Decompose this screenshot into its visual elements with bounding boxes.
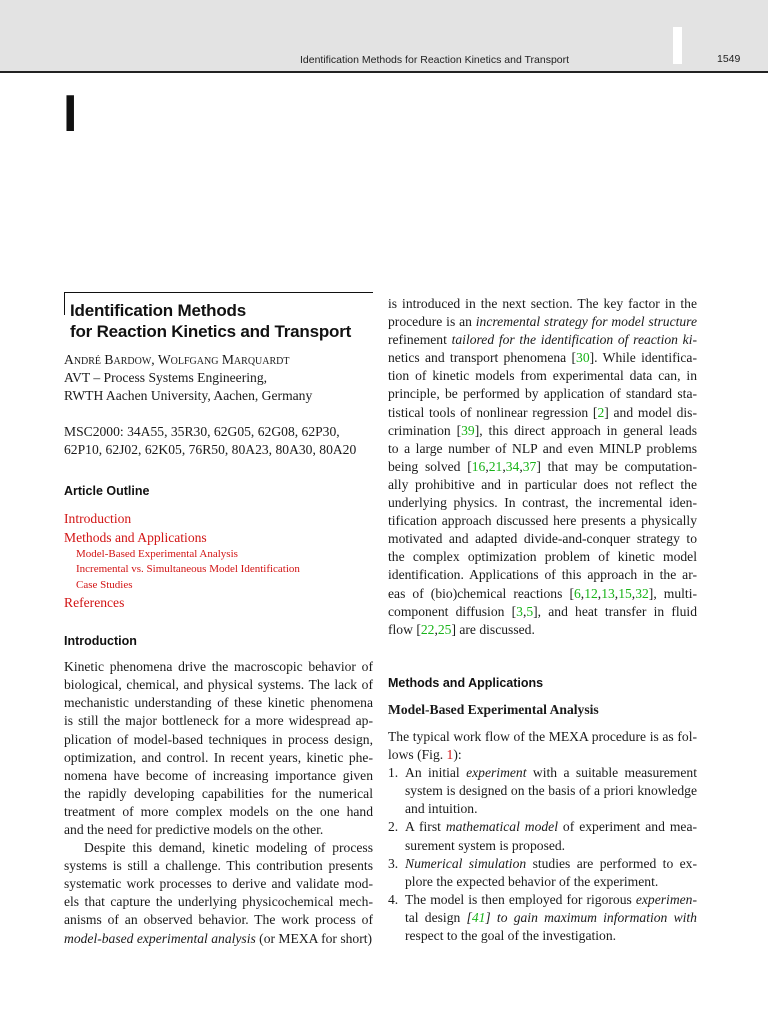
citation-link[interactable]: 30 — [576, 350, 590, 366]
intro-p1-line: Kinetic phenomena drive the macroscopic behavior of — [64, 659, 373, 675]
figure-link[interactable]: 1 — [446, 747, 454, 763]
intro-p2-line: anisms of an observed behavior. The work process of — [64, 912, 373, 928]
step-line: plore the expected behavior of the experiment. — [405, 873, 659, 889]
left-column — [64, 351, 373, 948]
intro-p1-line: the rapidly developing capabilities for the numerical — [64, 785, 373, 801]
intro-p1-line: treatment of more complex models on the one hand — [64, 803, 373, 819]
outline-link-methods-and-applications[interactable]: Methods and Applications — [64, 529, 207, 545]
right-col-line: procedure is an incremental strategy for model structure — [388, 314, 698, 330]
right-col-line: is introduced in the next section. The key factor in the — [388, 296, 697, 311]
article-outline — [64, 509, 373, 613]
running-title: Identification Methods for Reaction Kinetics and Transport — [300, 54, 570, 66]
step-line: surement system is proposed. — [405, 837, 566, 853]
citation-link[interactable]: 3 — [516, 603, 523, 619]
workflow-steps — [388, 764, 697, 945]
right-col-line: netics and transport phenomena [30]. While identifica- — [388, 350, 697, 366]
affiliation-line2: RWTH Aachen University, Aachen, Germany — [64, 388, 313, 404]
outline-heading: Article Outline — [64, 484, 150, 499]
outline-link-introduction[interactable]: Introduction — [64, 510, 132, 526]
right-col-line: identification. Applications of this approach in the ar- — [388, 567, 697, 583]
step-line: The model is then employed for rigorous experimen- — [405, 891, 697, 907]
intro-p1-line: optimization, and control. In recent years, kinetic phe- — [64, 749, 373, 765]
right-col-line: eas of (bio)chemical reactions [6,12,13,15,32], multi- — [388, 585, 697, 601]
citation-link[interactable]: 22 — [420, 621, 435, 637]
msc-line2: 62P10, 62J02, 62K05, 76R50, 80A23, 80A30, 80A20 — [64, 442, 357, 458]
running-header — [0, 0, 768, 73]
citation-link[interactable]: 21 — [488, 458, 503, 474]
step-number: 3. — [388, 855, 399, 871]
mexa-term: model-based experimental analysis — [64, 930, 256, 946]
citation-link[interactable]: 34 — [505, 458, 520, 474]
affiliation-line1: AVT – Process Systems Engineering, — [64, 370, 268, 386]
intro-continued-paragraph — [388, 295, 697, 639]
citation-link[interactable]: 41 — [471, 909, 486, 925]
right-col-line: tion of kinetic models from experimental data can, in — [388, 368, 697, 384]
step-line: system is designed on the basis of a priori knowledge — [405, 783, 697, 799]
authors: André Bardow, Wolfgang Marquardt — [64, 352, 290, 367]
introduction-paragraph-2-last: model-based experimental analysis (or MEXA for short) — [64, 930, 373, 946]
outline-link-model-based-experimental-analysis[interactable]: Model-Based Experimental Analysis — [76, 547, 238, 560]
workflow-step — [388, 764, 697, 818]
step-line: Numerical simulation studies are performed to ex- — [405, 855, 697, 871]
intro-p2-line: systems is still a challenge. This contribution presents — [64, 858, 373, 874]
right-col-line: component diffusion [3,5], and heat transfer in fluid — [388, 603, 697, 619]
right-col-line: refinement tailored for the identification of reaction ki- — [388, 332, 697, 348]
citation-link[interactable]: 2 — [597, 404, 605, 420]
intro-p1-line: and the need for predictive models on the other. — [64, 822, 324, 837]
intro-p2-line: Despite this demand, kinetic modeling of process — [84, 840, 373, 856]
right-col-line: ally prohibitive and in particular does not reflect the — [388, 476, 697, 492]
right-col-line: tistical tools of nonlinear regression [2] and model dis- — [388, 404, 697, 420]
msc-line1: MSC2000: 34A55, 35R30, 62G05, 62G08, 62P30, — [64, 424, 340, 440]
right-col-line: principle, be performed by application of standard sta- — [388, 386, 697, 402]
step-number: 1. — [388, 765, 399, 781]
right-col-line: underlying physics. In contrast, the incremental iden- — [388, 495, 697, 511]
article-title-line2: for Reaction Kinetics and Transport — [70, 322, 352, 341]
introduction-heading: Introduction — [64, 634, 137, 649]
thumb-index-tab — [673, 27, 682, 64]
citation-link[interactable]: 39 — [461, 422, 475, 438]
right-col-line: motivated and adapted divide-and-conquer strategy to — [388, 531, 697, 547]
introduction-paragraph-2 — [64, 839, 373, 929]
step-number: 2. — [388, 819, 399, 835]
intro-p2-line: els that capture the underlying physicochemical mech- — [64, 894, 373, 910]
citation-link[interactable]: 15 — [618, 585, 632, 601]
article-title — [70, 300, 351, 342]
workflow-step — [388, 855, 697, 891]
workflow-step — [388, 891, 697, 945]
outline-link-case-studies[interactable]: Case Studies — [76, 578, 133, 591]
citation-link[interactable]: 6 — [573, 585, 581, 601]
introduction-paragraph-1 — [64, 658, 373, 839]
step-number: 4. — [388, 891, 399, 907]
right-col-line: being solved [16,21,34,37] that may be computation- — [388, 458, 697, 474]
step-line: and intuition. — [405, 801, 478, 817]
citation-link[interactable]: 32 — [635, 585, 649, 601]
right-col-line: the complex optimization problem of kinetic model — [388, 549, 697, 565]
step-line: tal design [41] to gain maximum information with — [405, 909, 697, 925]
citation-link[interactable]: 16 — [471, 458, 486, 474]
right-column — [388, 295, 697, 945]
intro-p1-line: is still the major bottleneck for a more widespread ap- — [64, 713, 373, 729]
citation-link[interactable]: 25 — [437, 621, 452, 637]
article-title-line1: Identification Methods — [70, 301, 246, 320]
right-col-line: tification approach discussed here presents a physically — [388, 513, 697, 529]
intro-p1-line: mechanistic understanding of these kinetic phenomena — [64, 695, 373, 711]
intro-p1-line: nomena have become of increasing importance given — [64, 767, 373, 783]
step-line: A first mathematical model of experiment and mea- — [405, 819, 698, 835]
citation-link[interactable]: 5 — [526, 603, 534, 619]
right-col-line: crimination [39], this direct approach in general leads — [388, 422, 697, 438]
subsection-heading: Model-Based Experimental Analysis — [388, 701, 599, 717]
citation-link[interactable]: 37 — [522, 458, 537, 474]
step-line: An initial experiment with a suitable measurement — [405, 765, 697, 781]
right-col-line: to a large number of NLP and even MINLP problems — [388, 440, 697, 456]
section-letter: I — [63, 85, 78, 143]
workflow-step — [388, 818, 697, 854]
citation-link[interactable]: 13 — [601, 585, 615, 601]
methods-heading: Methods and Applications — [388, 675, 544, 690]
page-number: 1549 — [717, 53, 741, 65]
step-line: respect to the goal of the investigation. — [405, 928, 617, 943]
outline-link-incremental-vs-simultaneous-model-identification[interactable]: Incremental vs. Simultaneous Model Identification — [76, 563, 300, 576]
intro-p2-line: systematic work processes to derive and validate mod- — [64, 876, 373, 892]
intro-p1-line: plication of model-based techniques in process design, — [64, 731, 373, 747]
intro-p1-line: biological, chemical, and physical systems. The lack of — [64, 677, 373, 693]
right-col-line: flow [22,25] are discussed. — [388, 621, 535, 637]
citation-link[interactable]: 12 — [584, 585, 598, 601]
workflow-intro-line2: lows (Fig. 1): — [388, 747, 462, 763]
workflow-intro-line1: The typical work flow of the MEXA procedure is as fol- — [388, 728, 697, 744]
outline-link-references[interactable]: References — [64, 595, 125, 611]
